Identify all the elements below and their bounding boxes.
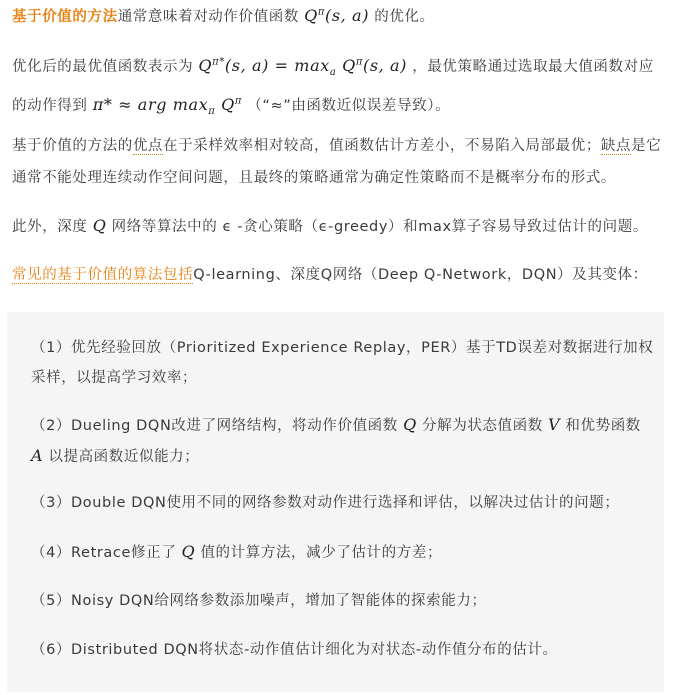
overestimation-paragraph xyxy=(12,210,667,243)
value-method-highlight: 基于价值的方法 xyxy=(12,9,118,25)
p3-text-a: 基于价值的方法的 xyxy=(12,138,133,154)
pros-cons-paragraph xyxy=(12,130,667,194)
p3-text-c: 是它通常不能处理连续动作空间问题，且最终的策略通常为确定性策略而不是概率分布的形式。 xyxy=(12,138,662,186)
algorithms-intro-paragraph xyxy=(12,259,667,291)
algorithms-highlight: 常见的基于价值的算法包括 xyxy=(12,267,194,283)
advantage-highlight: 优点 xyxy=(132,138,164,154)
q-symbol-math: Q xyxy=(92,216,107,235)
variant-item-per: （1）优先经验回放（Prioritized Experience Replay，PER）基于TD误差对数据进行加权采样，以提高学习效率； xyxy=(31,340,654,386)
variant-item-retrace: （4）Retrace修正了 Q 值的计算方法，减少了估计的方差； xyxy=(31,542,443,561)
p2-text-c: （“≈”由函数近似误差导致）。 xyxy=(242,98,451,115)
v-symbol-math: V xyxy=(548,415,561,434)
p5-text: Q-learning、深度Q网络（Deep Q-Network，DQN）及其变体： xyxy=(193,267,648,283)
p3-text-b: 在于采样效率相对较高，值函数估计方差小，不易陷入局部最优； xyxy=(163,138,601,154)
q-symbol-math: Q xyxy=(181,542,196,561)
q-function-math: $Q^\pi(s$, a) xyxy=(304,6,370,25)
a-symbol-math: A xyxy=(31,446,44,465)
intro-paragraph xyxy=(12,0,667,33)
q-symbol-math: Q xyxy=(403,415,417,434)
variant-item-double: （3）Double DQN使用不同的网络参数对动作进行选择和评估，以解决过估计的问题； xyxy=(31,495,620,511)
p2-text-a: 优化后的最优值函数表示为 xyxy=(12,59,199,75)
policy-argmax-math: π* ≈ arg $\max_\pi Q^\pi$ xyxy=(92,95,243,118)
p4-text-a: 此外，深度 xyxy=(12,219,93,235)
p1-text-a: 通常意味着对动作价值函数 xyxy=(117,9,305,25)
optimal-q-math: $Q^{\pi*}(s$, $a) = \max_a Q^\pi(s$, a) xyxy=(198,56,408,79)
variant-item-distributed: （6）Distributed DQN将状态-动作值估计细化为对状态-动作值分布的估计。 xyxy=(31,642,558,658)
optimal-value-paragraph xyxy=(12,50,667,128)
p1-text-b: 的优化。 xyxy=(369,9,435,25)
disadvantage-highlight: 缺点 xyxy=(600,138,632,154)
p2-text-b: ，最优策略通过选取最大值函数对应的动作得到 xyxy=(12,59,654,115)
variant-item-noisy: （5）Noisy DQN给网络参数添加噪声，增加了智能体的探索能力； xyxy=(31,593,487,609)
variant-item-dueling: （2）Dueling DQN改进了网络结构，将动作价值函数 Q 分解为状态值函数 V 和优势函数 A 以提高函数近似能力； xyxy=(31,415,641,465)
p4-text-b: 网络等算法中的 ϵ -贪心策略（ϵ-greedy）和max算子容易导致过估计的问题。 xyxy=(106,219,648,235)
